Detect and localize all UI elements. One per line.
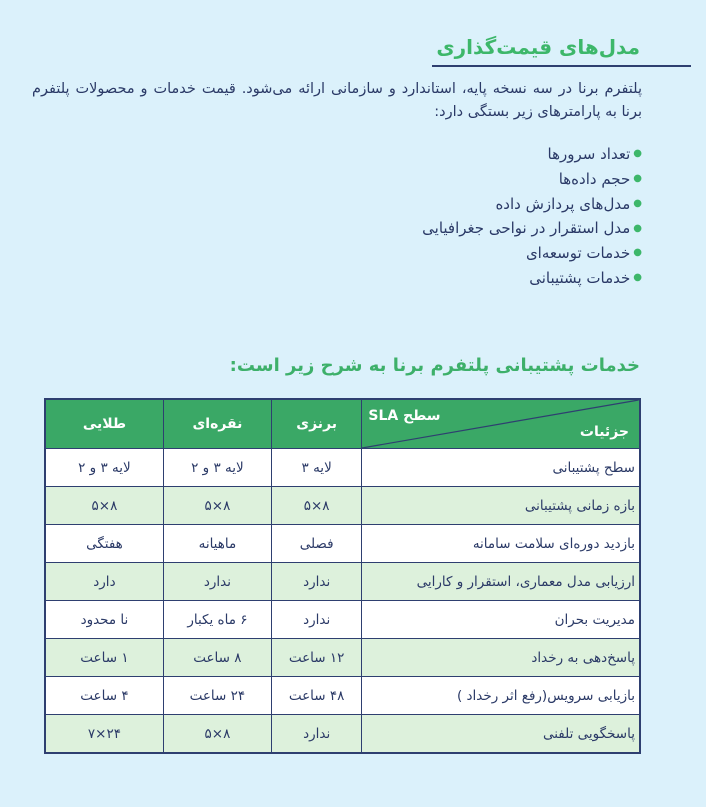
table-row — [45, 449, 640, 487]
silver-cell: ۸×۵ — [163, 715, 271, 754]
silver-cell: ۸ ساعت — [163, 639, 271, 677]
title-underline — [432, 65, 691, 67]
list-item: ●حجم داده‌ها — [558, 169, 642, 188]
intro-paragraph: پلتفرم برنا در سه نسخه پایه، استاندارد و سازمانی ارائه می‌شود. قیمت خدمات و محصولات پلتفرم برنا به پارامترهای زیر بستگی دارد: — [32, 81, 642, 120]
gold-cell: هفتگی — [45, 525, 163, 563]
page-title: مدل‌های قیمت‌گذاری — [436, 35, 640, 59]
gold-cell: ۴ ساعت — [45, 677, 163, 715]
gold-cell: دارد — [45, 563, 163, 601]
support-section-title: خدمات پشتیبانی پلتفرم برنا به شرح زیر است: — [229, 355, 640, 376]
bullet-icon: ● — [633, 247, 642, 259]
bullet-icon: ● — [633, 197, 642, 209]
silver-cell: ۶ ماه یکبار — [163, 601, 271, 639]
bronze-cell: ۴۸ ساعت — [271, 677, 361, 715]
feature-cell: پاسخگویی تلفنی — [362, 715, 640, 754]
header-diagonal-cell — [362, 399, 640, 449]
table-row — [45, 601, 640, 639]
table-row — [45, 487, 640, 525]
silver-cell: ۲۴ ساعت — [163, 677, 271, 715]
bullet-icon: ● — [633, 173, 642, 184]
header-bronze: برنزی — [271, 399, 361, 449]
sla-table — [44, 398, 641, 754]
header-silver: نقره‌ای — [163, 399, 271, 449]
bullet-icon: ● — [633, 222, 642, 234]
silver-cell: ۸×۵ — [163, 487, 271, 525]
table-row — [45, 525, 640, 563]
list-item: ●مدل‌های پردازش داده — [495, 194, 642, 213]
bronze-cell: فصلی — [271, 525, 361, 563]
table-header-row — [45, 399, 640, 449]
list-item: ●مدل استقرار در نواحی جغرافیایی — [422, 219, 642, 238]
feature-cell: مدیریت بحران — [362, 601, 640, 639]
header-gold: طلایی — [45, 399, 163, 449]
bullet-icon: ● — [633, 148, 642, 160]
feature-cell: پاسخ‌دهی به رخداد — [362, 639, 640, 677]
list-item: ●خدمات پشتیبانی — [529, 268, 642, 287]
list-item: ●خدمات توسعه‌ای — [525, 244, 642, 262]
gold-cell: ۸×۵ — [45, 487, 163, 525]
pricing-parameters-list — [422, 142, 642, 291]
table-row — [45, 563, 640, 601]
list-item: ●تعداد سرورها — [547, 145, 642, 163]
gold-cell: لایه ۳ و ۲ — [45, 449, 163, 487]
bullet-icon: ● — [633, 272, 642, 283]
bronze-cell: ندارد — [271, 601, 361, 639]
gold-cell: ۱ ساعت — [45, 639, 163, 677]
bronze-cell: ۱۲ ساعت — [271, 639, 361, 677]
feature-cell: ارزیابی مدل معماری، استقرار و کارایی — [362, 563, 640, 601]
bronze-cell: ۸×۵ — [271, 487, 361, 525]
silver-cell: ندارد — [163, 563, 271, 601]
sla-level-label: سطح SLA — [368, 408, 441, 424]
feature-cell: بازدید دوره‌ای سلامت سامانه — [362, 525, 640, 563]
table-row — [45, 677, 640, 715]
table-row — [45, 639, 640, 677]
details-label: جزئیات — [579, 424, 629, 440]
silver-cell: ماهیانه — [163, 525, 271, 563]
gold-cell: ۲۴×۷ — [45, 715, 163, 754]
bronze-cell: لایه ۳ — [271, 449, 361, 487]
silver-cell: لایه ۳ و ۲ — [163, 449, 271, 487]
feature-cell: بازیابی سرویس(رفع اثر رخداد ) — [362, 677, 640, 715]
bronze-cell: ندارد — [271, 563, 361, 601]
bronze-cell: ندارد — [271, 715, 361, 754]
table-row — [45, 715, 640, 754]
feature-cell: سطح پشتیبانی — [362, 449, 640, 487]
feature-cell: بازه زمانی پشتیبانی — [362, 487, 640, 525]
gold-cell: نا محدود — [45, 601, 163, 639]
